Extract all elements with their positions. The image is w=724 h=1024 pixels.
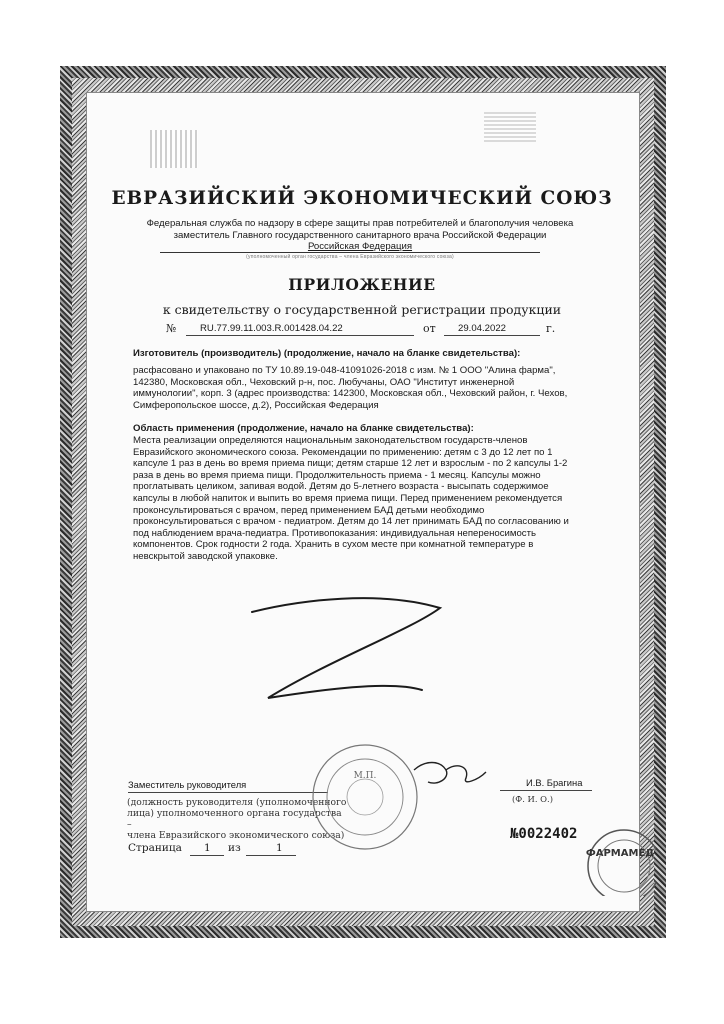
agency-line-1: Федеральная служба по надзору в сфере защиты прав потребителей и благополучия человека <box>146 218 574 229</box>
document-title: ПРИЛОЖЕНИЕ <box>288 275 436 294</box>
page-of-label: из <box>228 842 241 854</box>
position-caption: (должность руководителя (уполномоченного лица) уполномоченного органа государства – члена Евразийского экономического союза) <box>127 797 347 841</box>
agency-line-2: заместитель Главного государственного санитарного врача Российской Федерации <box>173 229 547 241</box>
seal-mp-text: М.П. <box>353 771 377 781</box>
page-total-underline <box>246 855 296 856</box>
union-title: ЕВРАЗИЙСКИЙ ЭКОНОМИЧЕСКИЙ СОЮЗ <box>111 188 613 209</box>
corner-stamp-text: ФАРМАМЕД <box>585 848 655 859</box>
manufacturer-heading: Изготовитель (производитель) (продолжение, начало на бланке свидетельства): <box>133 348 521 359</box>
agency-line-3: Российская Федерация <box>307 241 413 252</box>
blank-serial-number: №0022402 <box>510 826 578 842</box>
official-seal-stamp <box>310 742 420 852</box>
application-text: Места реализации определяются национальным законодательством государств-членов Евразийского экономического союза. Рекомендации по применению: детям с 3 до 12 лет по 1 капсуле 1 раз в день во время приема пищи; детям старше 12 лет и взрослым - по 2 капсулы 1-2 раза в день во время приема пищи. Продолжительность приема - 1 месяц. Капсулы можно проглатывать целиком, запивая водой. Детям до 5-летнего возраста - высыпать содержимое капсулы в любой напиток и выпить во время приема пищи. Перед применением рекомендуется проконсультироваться с врачом, перед применением БАД детьми необходимо проконсультироваться с врачом - педиатром. Детям до 14 лет принимать БАД по согласованию и под наблюдением врача-педиатра. Противопоказания: индивидуальная непереносимость компонентов. Срок годности 2 года. Хранить в сухом месте при комнатной температуре в невскрытой заводской упаковке. <box>133 435 569 562</box>
fio-caption: (Ф. И. О.) <box>512 794 553 804</box>
position-underline <box>128 792 328 793</box>
page-number-underline <box>190 855 224 856</box>
document-subtitle: к свидетельству о государственной регистрации продукции <box>162 302 562 317</box>
page-total: 1 <box>276 842 283 854</box>
number-label: № <box>166 322 177 335</box>
signatory-position: Заместитель руководителя <box>128 779 247 790</box>
page-label: Страница <box>128 842 182 854</box>
date-from-label: от <box>423 322 436 335</box>
year-suffix: г. <box>546 322 556 335</box>
registration-date: 29.04.2022 <box>458 323 507 334</box>
signatory-name: И.В. Брагина <box>526 777 583 788</box>
name-underline <box>500 790 592 791</box>
application-heading: Область применения (продолжение, начало на бланке свидетельства): <box>133 423 474 434</box>
page-number: 1 <box>204 842 211 854</box>
corner-stamp <box>576 826 656 896</box>
agency-subcaption: (уполномоченный орган государства – члена Евразийского экономического союза) <box>246 254 454 260</box>
manufacturer-text: расфасовано и упаковано по ТУ 10.89.19-048-41091026-2018 с изм. № 1 ООО "Алина фарма", 142380, Московская обл., Чеховский р-н, пос. Любучаны, ОАО "Институт инженерной иммунологии", корп. 3 (адрес производства: 142300, Московская обл., Чеховский район, г. Чехов, Симферопольское шоссе, д.2), Российская Федерация <box>133 365 568 411</box>
registration-number: RU.77.99.11.003.R.001428.04.22 <box>200 323 343 334</box>
